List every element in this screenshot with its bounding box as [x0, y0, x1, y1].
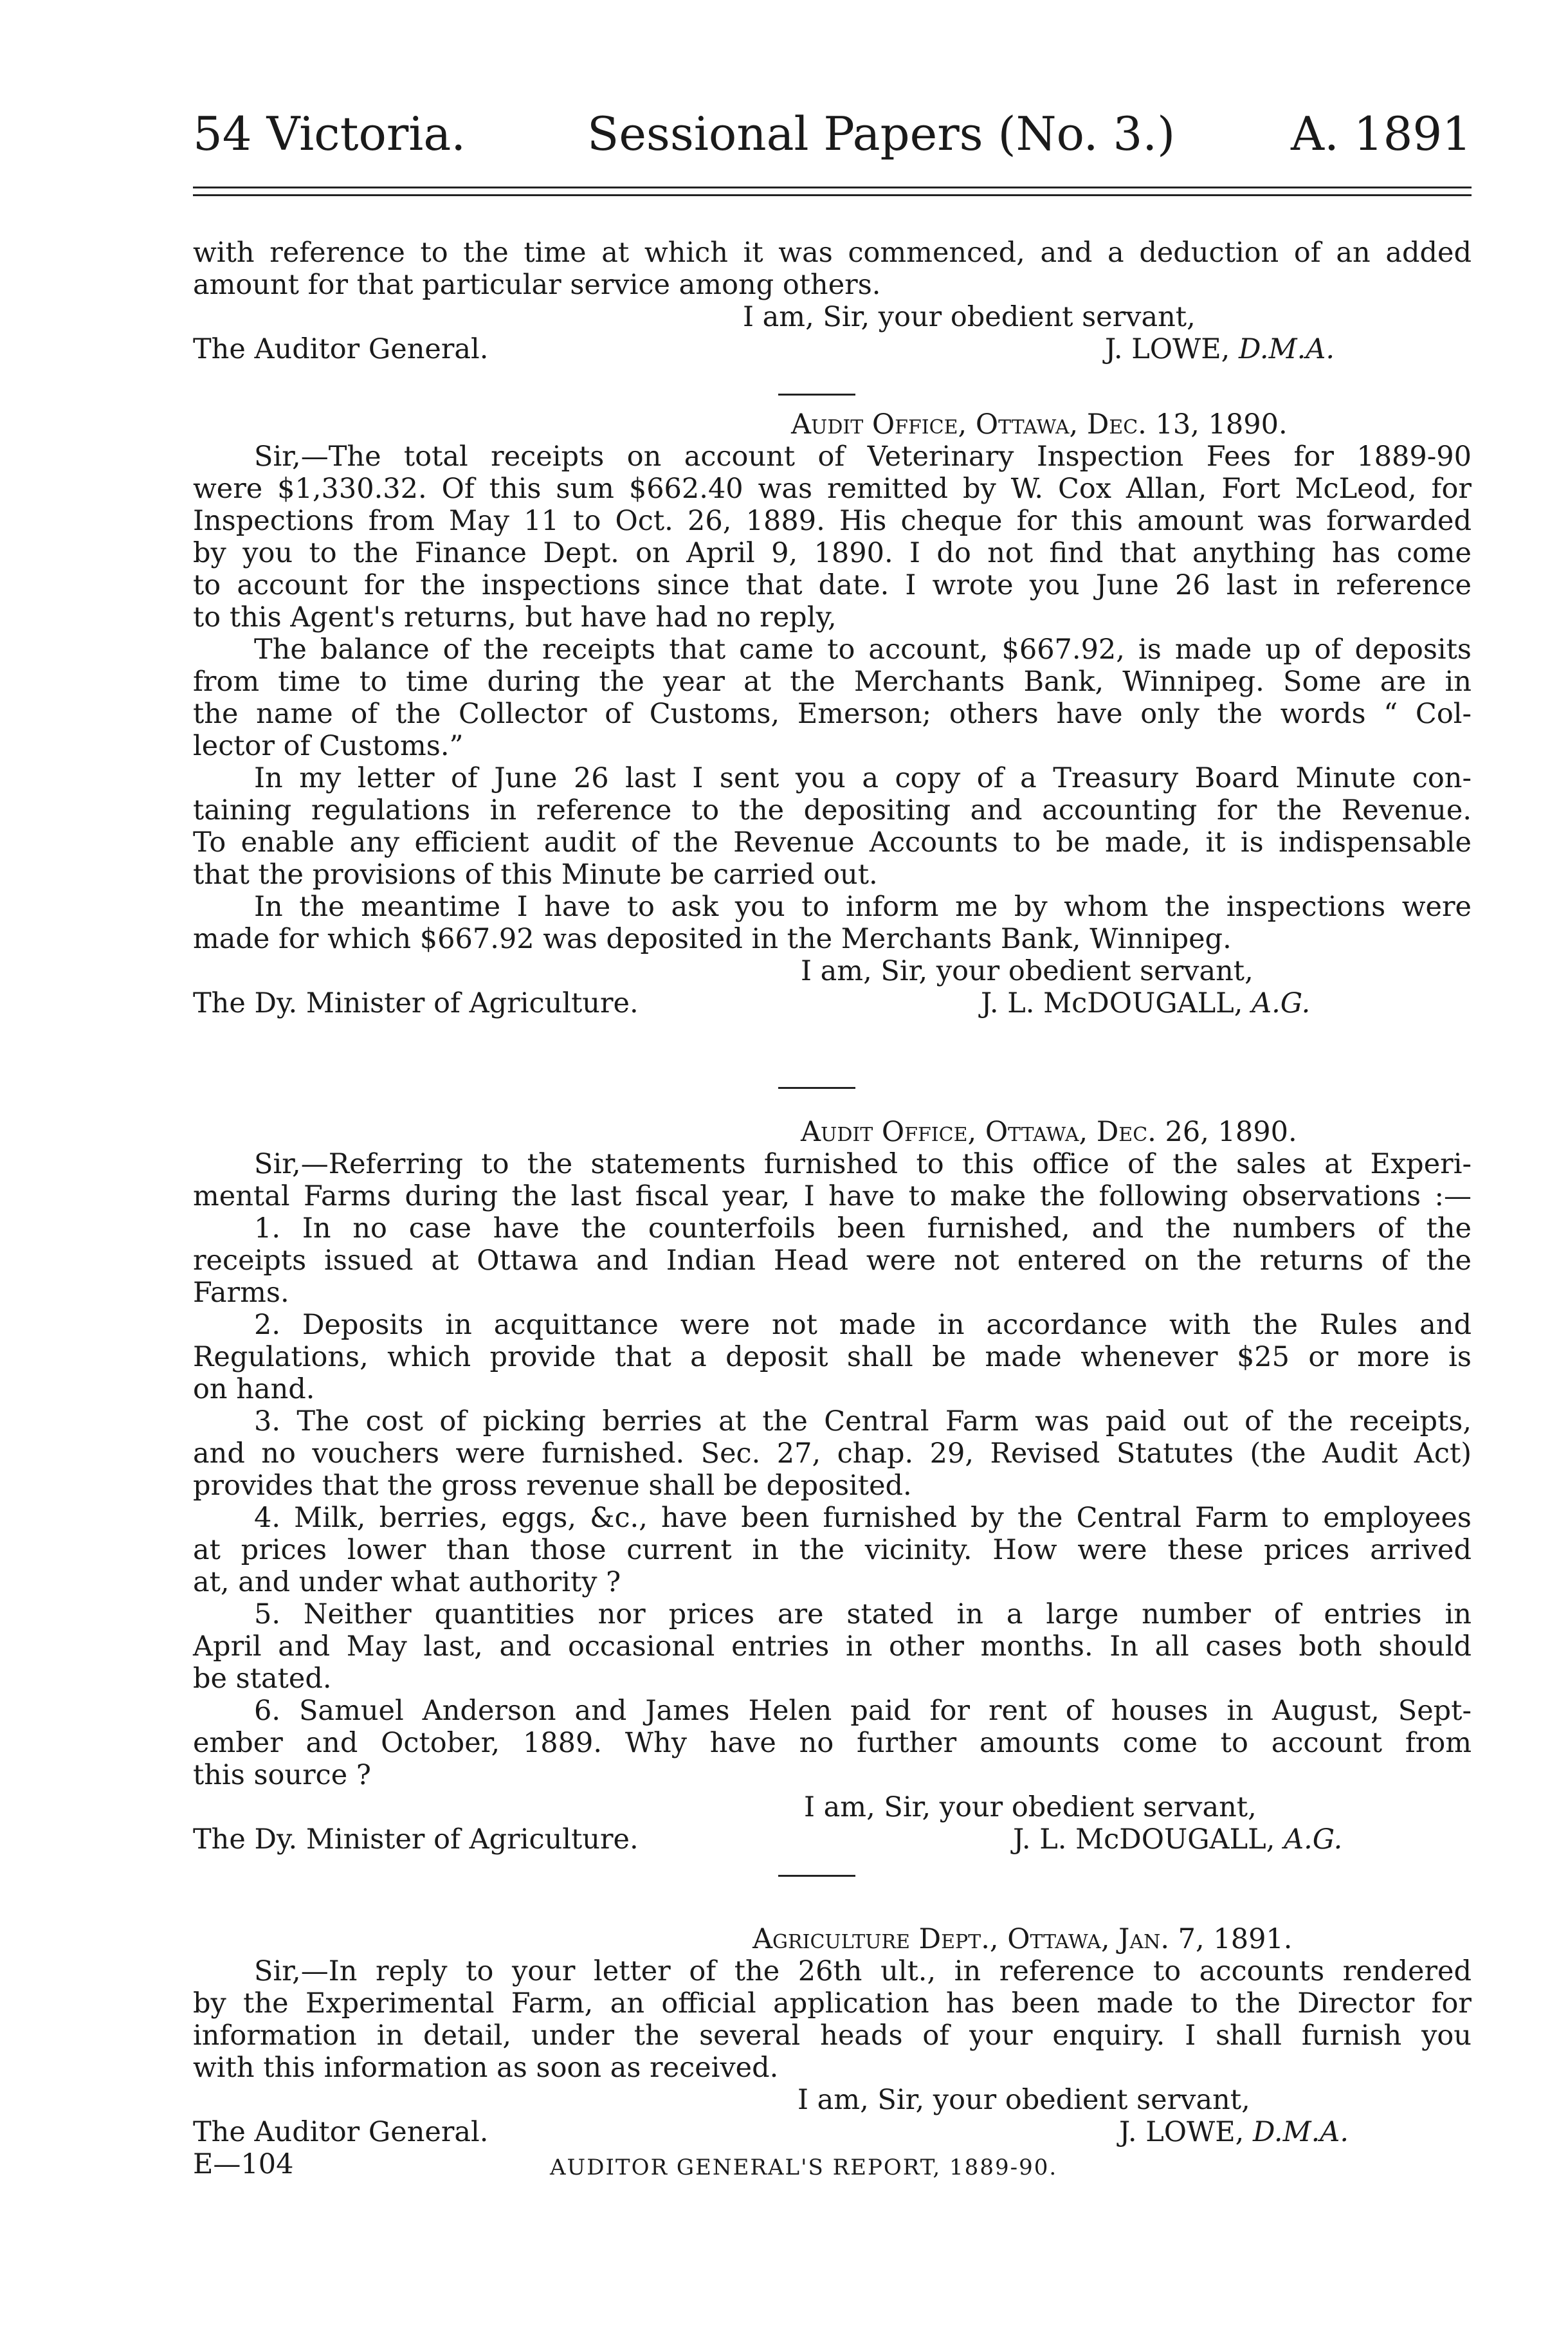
header-right: A. 1891: [1290, 107, 1472, 161]
body-line: Inspections from May 11 to Oct. 26, 1889. His cheque for this amount was forwarded: [193, 505, 1472, 537]
signature: J. L. McDOUGALL, A.G.: [1013, 1823, 1343, 1856]
header-left: 54 Victoria.: [193, 107, 466, 161]
body-line: taining regulations in reference to the depositing and accounting for the Revenue.: [193, 794, 1472, 826]
header-rule: [193, 187, 1472, 188]
header-center: Sessional Papers (No. 3.): [587, 107, 1176, 161]
body-line: and no vouchers were furnished. Sec. 27, chap. 29, Revised Statutes (the Audit Act): [193, 1437, 1472, 1470]
signature-credential: D.M.A.: [1252, 2116, 1349, 2148]
footer-page-ref: E—104: [193, 2148, 294, 2180]
body-line: be stated.: [193, 1663, 332, 1695]
body-line: with reference to the time at which it was commenced, and a deduction of an added: [193, 237, 1472, 269]
dateline: Audit Office, Ottawa, Dec. 13, 1890.: [791, 408, 1288, 441]
closing-line: I am, Sir, your obedient servant,: [798, 2084, 1250, 2116]
body-line: mental Farms during the last fiscal year, I have to make the following observations :—: [193, 1180, 1472, 1212]
body-line: provides that the gross revenue shall be deposited.: [193, 1470, 912, 1502]
body-line: 4. Milk, berries, eggs, &c., have been furnished by the Central Farm to employees: [254, 1502, 1472, 1534]
body-line: April and May last, and occasional entries in other months. In all cases both should: [193, 1630, 1472, 1663]
addressee: The Auditor General.: [193, 2116, 489, 2148]
dateline: Audit Office, Ottawa, Dec. 26, 1890.: [801, 1116, 1297, 1148]
body-line: amount for that particular service among others.: [193, 269, 881, 301]
body-line: at, and under what authority ?: [193, 1566, 621, 1598]
body-line: 1. In no case have the counterfoils been furnished, and the numbers of the: [254, 1212, 1472, 1245]
body-line: 6. Samuel Anderson and James Helen paid for rent of houses in August, Sept-: [254, 1695, 1472, 1727]
signature-credential: A.G.: [1284, 1823, 1343, 1856]
body-line: Farms.: [193, 1277, 289, 1309]
body-line: 2. Deposits in acquittance were not made in accordance with the Rules and: [254, 1309, 1472, 1341]
body-line: from time to time during the year at the Merchants Bank, Winnipeg. Some are in: [193, 666, 1472, 698]
body-line: at prices lower than those current in the vicinity. How were these prices arrived: [193, 1534, 1472, 1566]
body-line: In my letter of June 26 last I sent you a copy of a Treasury Board Minute con-: [254, 762, 1472, 794]
addressee: The Auditor General.: [193, 333, 489, 365]
body-line: the name of the Collector of Customs, Emerson; others have only the words “ Col-: [193, 698, 1472, 730]
signature-credential: A.G.: [1252, 987, 1311, 1019]
body-line: To enable any efficient audit of the Revenue Accounts to be made, it is indispensable: [193, 826, 1472, 859]
signature: J. L. McDOUGALL, A.G.: [981, 987, 1311, 1019]
body-line: Sir,—The total receipts on account of Veterinary Inspection Fees for 1889-90: [254, 441, 1472, 473]
body-line: this source ?: [193, 1759, 371, 1791]
signature: J. LOWE, D.M.A.: [1105, 333, 1335, 365]
body-line: Sir,—Referring to the statements furnished to this office of the sales at Experi-: [254, 1148, 1472, 1180]
dateline: Agriculture Dept., Ottawa, Jan. 7, 1891.: [752, 1923, 1293, 1955]
section-divider: [778, 1087, 855, 1089]
signature: J. LOWE, D.M.A.: [1119, 2116, 1349, 2148]
footer-report-title: AUDITOR GENERAL'S REPORT, 1889-90.: [550, 2155, 1058, 2180]
addressee: The Dy. Minister of Agriculture.: [193, 987, 639, 1019]
body-line: to this Agent's returns, but have had no reply,: [193, 601, 837, 634]
body-line: to account for the inspections since that date. I wrote you June 26 last in reference: [193, 569, 1472, 601]
body-line: The balance of the receipts that came to account, $667.92, is made up of deposits: [254, 634, 1472, 666]
body-line: information in detail, under the several heads of your enquiry. I shall furnish you: [193, 2020, 1472, 2052]
closing-line: I am, Sir, your obedient servant,: [804, 1791, 1257, 1823]
body-line: receipts issued at Ottawa and Indian Head were not entered on the returns of the: [193, 1245, 1472, 1277]
signature-credential: D.M.A.: [1238, 333, 1335, 365]
addressee: The Dy. Minister of Agriculture.: [193, 1823, 639, 1856]
body-line: made for which $667.92 was deposited in the Merchants Bank, Winnipeg.: [193, 923, 1232, 955]
closing-line: I am, Sir, your obedient servant,: [801, 955, 1253, 987]
body-line: by the Experimental Farm, an official application has been made to the Director for: [193, 1987, 1472, 2020]
body-line: on hand.: [193, 1373, 315, 1405]
body-line: Regulations, which provide that a deposit shall be made whenever $25 or more is: [193, 1341, 1472, 1373]
closing-line: I am, Sir, your obedient servant,: [743, 301, 1196, 333]
body-line: by you to the Finance Dept. on April 9, 1890. I do not find that anything has come: [193, 537, 1472, 569]
body-line: lector of Customs.”: [193, 730, 464, 762]
body-line: that the provisions of this Minute be carried out.: [193, 859, 878, 891]
header-rule-double: [193, 194, 1472, 196]
body-line: 3. The cost of picking berries at the Central Farm was paid out of the receipts,: [254, 1405, 1472, 1437]
section-divider: [778, 394, 855, 396]
section-divider: [778, 1875, 855, 1877]
body-line: ember and October, 1889. Why have no further amounts come to account from: [193, 1727, 1472, 1759]
body-line: 5. Neither quantities nor prices are stated in a large number of entries in: [254, 1598, 1472, 1630]
body-line: with this information as soon as received.: [193, 2052, 779, 2084]
body-line: were $1,330.32. Of this sum $662.40 was remitted by W. Cox Allan, Fort McLeod, for: [193, 473, 1472, 505]
body-line: Sir,—In reply to your letter of the 26th ult., in reference to accounts rendered: [254, 1955, 1472, 1987]
body-line: In the meantime I have to ask you to inform me by whom the inspections were: [254, 891, 1472, 923]
